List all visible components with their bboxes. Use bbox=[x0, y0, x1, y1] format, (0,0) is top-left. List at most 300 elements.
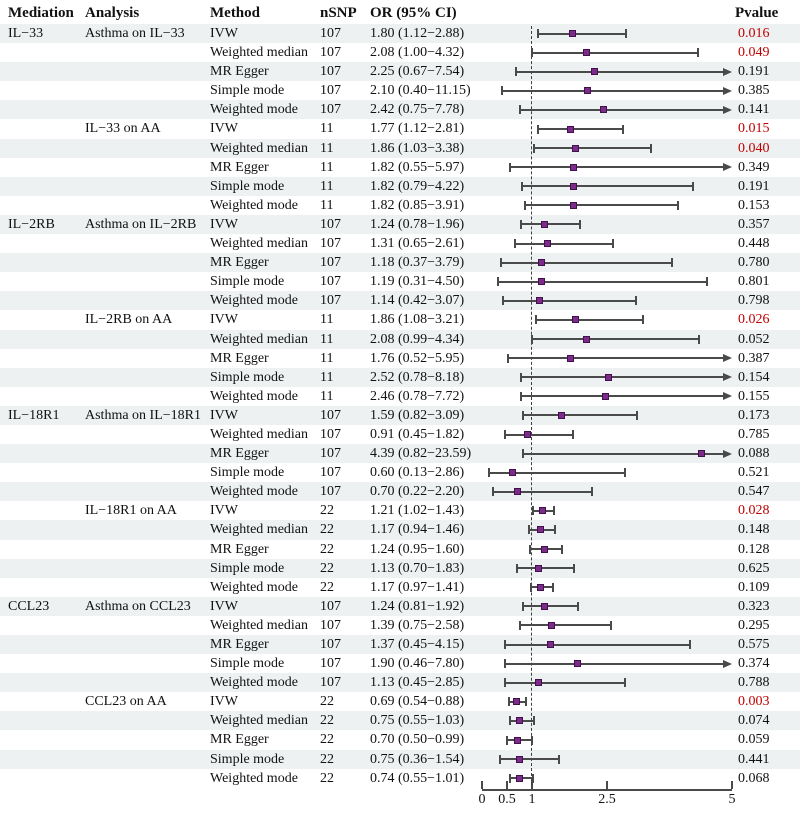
nsnp-cell: 107 bbox=[320, 446, 341, 462]
ci-cap-left bbox=[504, 640, 506, 649]
or-point-marker bbox=[544, 240, 551, 247]
or-ci-cell: 1.17 (0.97−1.41) bbox=[370, 579, 465, 595]
or-ci-cell: 1.21 (1.02−1.43) bbox=[370, 503, 465, 519]
or-point-marker bbox=[538, 259, 545, 266]
or-point-marker bbox=[537, 584, 544, 591]
or-point-marker bbox=[535, 565, 542, 572]
method-cell: IVW bbox=[210, 312, 238, 328]
or-ci-cell: 1.24 (0.95−1.60) bbox=[370, 541, 465, 557]
or-point-marker bbox=[572, 316, 579, 323]
ci-cap-left bbox=[501, 86, 503, 95]
or-point-marker bbox=[547, 641, 554, 648]
ci-cap-right bbox=[636, 411, 638, 420]
or-point-marker bbox=[698, 450, 705, 457]
ci-cap-right bbox=[706, 277, 708, 286]
method-cell: IVW bbox=[210, 598, 238, 614]
ci-cap-left bbox=[506, 736, 508, 745]
or-ci-cell: 2.52 (0.78−8.18) bbox=[370, 369, 465, 385]
table-row bbox=[0, 62, 800, 81]
table-row bbox=[0, 520, 800, 539]
table-row bbox=[0, 578, 800, 597]
column-header-pvalue: Pvalue bbox=[735, 5, 779, 21]
or-ci-cell: 1.19 (0.31−4.50) bbox=[370, 274, 465, 290]
or-point-marker bbox=[570, 164, 577, 171]
table-row bbox=[0, 673, 800, 692]
x-axis-tick-label: 0.5 bbox=[498, 792, 516, 807]
nsnp-cell: 11 bbox=[320, 312, 334, 328]
ci-overflow-arrow-icon bbox=[723, 354, 732, 362]
nsnp-cell: 107 bbox=[320, 274, 341, 290]
or-point-marker bbox=[583, 336, 590, 343]
nsnp-cell: 107 bbox=[320, 293, 341, 309]
method-cell: Weighted mode bbox=[210, 770, 298, 786]
nsnp-cell: 107 bbox=[320, 216, 341, 232]
ci-bar bbox=[493, 491, 592, 493]
nsnp-cell: 22 bbox=[320, 541, 334, 557]
table-row bbox=[0, 463, 800, 482]
table-row bbox=[0, 119, 800, 138]
method-cell: Weighted mode bbox=[210, 484, 298, 500]
ci-bar bbox=[525, 204, 678, 206]
pvalue-cell: 0.028 bbox=[738, 503, 770, 519]
nsnp-cell: 11 bbox=[320, 350, 334, 366]
table-row bbox=[0, 196, 800, 215]
ci-cap-left bbox=[522, 411, 524, 420]
ci-bar bbox=[536, 319, 643, 321]
nsnp-cell: 22 bbox=[320, 522, 334, 538]
method-cell: Weighted mode bbox=[210, 675, 298, 691]
nsnp-cell: 107 bbox=[320, 598, 341, 614]
pvalue-cell: 0.109 bbox=[738, 579, 770, 595]
ci-cap-left bbox=[530, 583, 532, 592]
pvalue-cell: 0.015 bbox=[738, 121, 770, 137]
or-ci-cell: 0.75 (0.36−1.54) bbox=[370, 751, 465, 767]
or-ci-cell: 1.24 (0.81−1.92) bbox=[370, 598, 465, 614]
ci-overflow-arrow-icon bbox=[723, 373, 732, 381]
or-point-marker bbox=[516, 717, 523, 724]
ci-cap-left bbox=[500, 258, 502, 267]
nsnp-cell: 107 bbox=[320, 675, 341, 691]
ci-bar bbox=[523, 605, 579, 607]
ci-cap-left bbox=[522, 449, 524, 458]
ci-cap-left bbox=[531, 335, 533, 344]
x-axis-tick bbox=[731, 781, 733, 789]
or-point-marker bbox=[574, 660, 581, 667]
method-cell: Weighted mode bbox=[210, 293, 298, 309]
method-cell: MR Egger bbox=[210, 541, 269, 557]
method-cell: Simple mode bbox=[210, 751, 285, 767]
method-cell: Weighted mode bbox=[210, 579, 298, 595]
pvalue-cell: 0.155 bbox=[738, 388, 770, 404]
pvalue-cell: 0.801 bbox=[738, 274, 770, 290]
method-cell: Simple mode bbox=[210, 178, 285, 194]
nsnp-cell: 22 bbox=[320, 560, 334, 576]
nsnp-cell: 22 bbox=[320, 579, 334, 595]
ci-overflow-arrow-icon bbox=[723, 68, 732, 76]
method-cell: Weighted mode bbox=[210, 102, 298, 118]
table-row bbox=[0, 730, 800, 749]
or-point-marker bbox=[537, 526, 544, 533]
pvalue-cell: 0.074 bbox=[738, 713, 770, 729]
method-cell: Simple mode bbox=[210, 274, 285, 290]
ci-cap-right bbox=[573, 564, 575, 573]
ci-bar bbox=[522, 185, 694, 187]
ci-bar bbox=[521, 376, 723, 378]
table-row bbox=[0, 750, 800, 769]
ci-bar bbox=[505, 682, 625, 684]
nsnp-cell: 11 bbox=[320, 331, 334, 347]
ci-cap-right bbox=[554, 525, 556, 534]
method-cell: Simple mode bbox=[210, 465, 285, 481]
nsnp-cell: 107 bbox=[320, 407, 341, 423]
or-ci-cell: 1.13 (0.45−2.85) bbox=[370, 675, 465, 691]
column-header-or-ci: OR (95% CI) bbox=[370, 5, 457, 21]
table-row bbox=[0, 692, 800, 711]
ci-cap-right bbox=[697, 48, 699, 57]
or-ci-cell: 0.70 (0.22−2.20) bbox=[370, 484, 465, 500]
or-point-marker bbox=[567, 355, 574, 362]
ci-cap-right bbox=[531, 736, 533, 745]
nsnp-cell: 11 bbox=[320, 178, 334, 194]
pvalue-cell: 0.780 bbox=[738, 255, 770, 271]
ci-cap-left bbox=[509, 163, 511, 172]
nsnp-cell: 107 bbox=[320, 426, 341, 442]
or-ci-cell: 0.91 (0.45−1.82) bbox=[370, 426, 465, 442]
nsnp-cell: 107 bbox=[320, 617, 341, 633]
or-point-marker bbox=[509, 469, 516, 476]
ci-overflow-arrow-icon bbox=[723, 450, 732, 458]
ci-cap-left bbox=[504, 678, 506, 687]
ci-cap-left bbox=[532, 506, 534, 515]
pvalue-cell: 0.788 bbox=[738, 675, 770, 691]
ci-cap-left bbox=[492, 487, 494, 496]
ci-cap-left bbox=[521, 182, 523, 191]
ci-cap-right bbox=[689, 640, 691, 649]
ci-cap-left bbox=[514, 239, 516, 248]
ci-cap-right bbox=[553, 506, 555, 515]
pvalue-cell: 0.387 bbox=[738, 350, 770, 366]
nsnp-cell: 22 bbox=[320, 751, 334, 767]
x-axis-tick-label: 1 bbox=[528, 792, 536, 807]
ci-cap-left bbox=[507, 354, 509, 363]
method-cell: Weighted mode bbox=[210, 388, 298, 404]
pvalue-cell: 0.357 bbox=[738, 216, 770, 232]
ci-bar bbox=[510, 166, 724, 168]
column-header-nsnp: nSNP bbox=[320, 5, 357, 21]
x-axis-tick-label: 5 bbox=[728, 792, 736, 807]
ci-cap-left bbox=[504, 430, 506, 439]
nsnp-cell: 11 bbox=[320, 121, 334, 137]
ci-bar bbox=[523, 453, 723, 455]
x-axis-tick bbox=[481, 781, 483, 789]
ci-cap-left bbox=[508, 697, 510, 706]
pvalue-cell: 0.323 bbox=[738, 598, 770, 614]
ci-cap-right bbox=[612, 239, 614, 248]
table-row bbox=[0, 81, 800, 100]
ci-bar bbox=[505, 663, 723, 665]
mediation-cell: CCL23 bbox=[8, 598, 50, 614]
reference-line-or-1 bbox=[531, 26, 532, 786]
or-point-marker bbox=[548, 622, 555, 629]
ci-bar bbox=[505, 434, 574, 436]
ci-cap-right bbox=[622, 125, 624, 134]
or-ci-cell: 0.60 (0.13−2.86) bbox=[370, 465, 465, 481]
or-point-marker bbox=[516, 775, 523, 782]
x-axis-tick-label: 0 bbox=[478, 792, 486, 807]
or-point-marker bbox=[572, 145, 579, 152]
method-cell: MR Egger bbox=[210, 732, 269, 748]
ci-cap-left bbox=[535, 315, 537, 324]
ci-cap-right bbox=[525, 697, 527, 706]
pvalue-cell: 0.798 bbox=[738, 293, 770, 309]
or-ci-cell: 0.70 (0.50−0.99) bbox=[370, 732, 465, 748]
ci-cap-left bbox=[504, 659, 506, 668]
pvalue-cell: 0.191 bbox=[738, 178, 770, 194]
or-ci-cell: 1.13 (0.70−1.83) bbox=[370, 560, 465, 576]
pvalue-cell: 0.385 bbox=[738, 83, 770, 99]
table-row bbox=[0, 654, 800, 673]
ci-cap-left bbox=[519, 105, 521, 114]
pvalue-cell: 0.003 bbox=[738, 694, 770, 710]
column-header-mediation: Mediation bbox=[8, 5, 74, 21]
ci-bar bbox=[521, 395, 723, 397]
ci-cap-left bbox=[519, 621, 521, 630]
nsnp-cell: 11 bbox=[320, 140, 334, 156]
method-cell: IVW bbox=[210, 407, 238, 423]
ci-cap-left bbox=[488, 468, 490, 477]
ci-bar bbox=[523, 414, 637, 416]
nsnp-cell: 107 bbox=[320, 45, 341, 61]
nsnp-cell: 107 bbox=[320, 26, 341, 41]
or-point-marker bbox=[583, 49, 590, 56]
method-cell: Simple mode bbox=[210, 369, 285, 385]
ci-cap-right bbox=[533, 716, 535, 725]
method-cell: Weighted median bbox=[210, 45, 309, 61]
pvalue-cell: 0.441 bbox=[738, 751, 770, 767]
ci-cap-left bbox=[522, 602, 524, 611]
pvalue-cell: 0.059 bbox=[738, 732, 770, 748]
ci-cap-left bbox=[515, 67, 517, 76]
table-row bbox=[0, 330, 800, 349]
or-ci-cell: 1.80 (1.12−2.88) bbox=[370, 26, 465, 41]
or-ci-cell: 0.69 (0.54−0.88) bbox=[370, 694, 465, 710]
table-row bbox=[0, 158, 800, 177]
or-point-marker bbox=[536, 297, 543, 304]
method-cell: MR Egger bbox=[210, 637, 269, 652]
or-point-marker bbox=[538, 278, 545, 285]
analysis-cell: Asthma on IL−18R1 bbox=[85, 407, 201, 423]
nsnp-cell: 107 bbox=[320, 102, 341, 118]
pvalue-cell: 0.349 bbox=[738, 159, 770, 175]
table-row bbox=[0, 253, 800, 272]
or-ci-cell: 2.10 (0.40−11.15) bbox=[370, 83, 471, 99]
or-ci-cell: 2.46 (0.78−7.72) bbox=[370, 388, 465, 404]
nsnp-cell: 22 bbox=[320, 694, 334, 710]
ci-bar bbox=[516, 71, 724, 73]
ci-cap-left bbox=[531, 48, 533, 57]
ci-cap-right bbox=[579, 220, 581, 229]
or-point-marker bbox=[567, 126, 574, 133]
ci-cap-right bbox=[624, 678, 626, 687]
pvalue-cell: 0.153 bbox=[738, 197, 770, 213]
table-row bbox=[0, 501, 800, 520]
method-cell: Weighted median bbox=[210, 331, 309, 347]
method-cell: IVW bbox=[210, 216, 238, 232]
method-cell: Weighted median bbox=[210, 140, 309, 156]
pvalue-cell: 0.374 bbox=[738, 656, 770, 672]
ci-bar bbox=[532, 52, 698, 54]
ci-overflow-arrow-icon bbox=[723, 163, 732, 171]
or-point-marker bbox=[524, 431, 531, 438]
ci-cap-right bbox=[642, 315, 644, 324]
ci-cap-right bbox=[650, 144, 652, 153]
nsnp-cell: 107 bbox=[320, 656, 341, 672]
ci-cap-right bbox=[610, 621, 612, 630]
nsnp-cell: 107 bbox=[320, 637, 341, 652]
ci-cap-left bbox=[516, 564, 518, 573]
ci-bar bbox=[502, 90, 723, 92]
nsnp-cell: 11 bbox=[320, 197, 334, 213]
or-ci-cell: 0.75 (0.55−1.03) bbox=[370, 713, 465, 729]
or-ci-cell: 2.42 (0.75−7.78) bbox=[370, 102, 465, 118]
table-row bbox=[0, 406, 800, 425]
or-ci-cell: 1.86 (1.03−3.38) bbox=[370, 140, 465, 156]
column-header-analysis: Analysis bbox=[85, 5, 140, 21]
ci-cap-left bbox=[499, 755, 501, 764]
ci-bar bbox=[515, 243, 613, 245]
ci-overflow-arrow-icon bbox=[723, 87, 732, 95]
or-point-marker bbox=[584, 87, 591, 94]
pvalue-cell: 0.547 bbox=[738, 484, 770, 500]
ci-bar bbox=[534, 147, 652, 149]
or-point-marker bbox=[558, 412, 565, 419]
ci-bar bbox=[520, 109, 724, 111]
or-ci-cell: 1.18 (0.37−3.79) bbox=[370, 255, 465, 271]
method-cell: Weighted median bbox=[210, 522, 309, 538]
table-row bbox=[0, 43, 800, 62]
nsnp-cell: 107 bbox=[320, 465, 341, 481]
ci-cap-left bbox=[528, 525, 530, 534]
or-point-marker bbox=[513, 698, 520, 705]
nsnp-cell: 107 bbox=[320, 236, 341, 252]
ci-cap-left bbox=[520, 392, 522, 401]
or-ci-cell: 1.86 (1.08−3.21) bbox=[370, 312, 465, 328]
nsnp-cell: 22 bbox=[320, 770, 334, 786]
pvalue-cell: 0.016 bbox=[738, 26, 770, 41]
or-point-marker bbox=[600, 106, 607, 113]
x-axis-tick-label: 2.5 bbox=[598, 792, 616, 807]
method-cell: Simple mode bbox=[210, 560, 285, 576]
nsnp-cell: 11 bbox=[320, 159, 334, 175]
ci-overflow-arrow-icon bbox=[723, 106, 732, 114]
ci-cap-right bbox=[625, 29, 627, 38]
table-row bbox=[0, 272, 800, 291]
ci-overflow-arrow-icon bbox=[723, 660, 732, 668]
ci-bar bbox=[538, 128, 623, 130]
pvalue-cell: 0.141 bbox=[738, 102, 770, 118]
table-row bbox=[0, 597, 800, 616]
ci-bar bbox=[520, 624, 612, 626]
or-point-marker bbox=[541, 546, 548, 553]
method-cell: Weighted median bbox=[210, 713, 309, 729]
x-axis-tick bbox=[606, 781, 608, 789]
analysis-cell: CCL23 on AA bbox=[85, 694, 167, 710]
ci-cap-left bbox=[520, 373, 522, 382]
or-ci-cell: 1.24 (0.78−1.96) bbox=[370, 216, 465, 232]
method-cell: MR Egger bbox=[210, 64, 269, 80]
or-ci-cell: 1.17 (0.94−1.46) bbox=[370, 522, 465, 538]
table-row bbox=[0, 769, 800, 788]
table-row bbox=[0, 234, 800, 253]
method-cell: MR Egger bbox=[210, 446, 269, 462]
or-ci-cell: 4.39 (0.82−23.59) bbox=[370, 446, 472, 462]
pvalue-cell: 0.191 bbox=[738, 64, 770, 80]
ci-bar bbox=[532, 338, 700, 340]
ci-cap-left bbox=[537, 125, 539, 134]
table-row bbox=[0, 310, 800, 329]
mediation-cell: IL−2RB bbox=[8, 216, 55, 232]
method-cell: Simple mode bbox=[210, 656, 285, 672]
ci-bar bbox=[503, 300, 636, 302]
ci-cap-right bbox=[677, 201, 679, 210]
ci-cap-left bbox=[524, 201, 526, 210]
ci-cap-right bbox=[577, 602, 579, 611]
analysis-cell: Asthma on IL−2RB bbox=[85, 216, 197, 232]
ci-bar bbox=[500, 758, 559, 760]
or-point-marker bbox=[516, 756, 523, 763]
or-point-marker bbox=[535, 679, 542, 686]
nsnp-cell: 22 bbox=[320, 713, 334, 729]
nsnp-cell: 107 bbox=[320, 484, 341, 500]
nsnp-cell: 22 bbox=[320, 732, 334, 748]
table-row bbox=[0, 444, 800, 463]
table-row bbox=[0, 24, 800, 43]
table-row bbox=[0, 635, 800, 654]
table-row bbox=[0, 559, 800, 578]
pvalue-cell: 0.521 bbox=[738, 465, 770, 481]
table-row bbox=[0, 616, 800, 635]
method-cell: Simple mode bbox=[210, 83, 285, 99]
method-cell: Weighted mode bbox=[210, 197, 298, 213]
ci-cap-right bbox=[572, 430, 574, 439]
or-ci-cell: 1.14 (0.42−3.07) bbox=[370, 293, 465, 309]
or-ci-cell: 1.90 (0.46−7.80) bbox=[370, 656, 465, 672]
method-cell: Weighted median bbox=[210, 617, 309, 633]
ci-cap-right bbox=[552, 583, 554, 592]
analysis-cell: IL−33 on AA bbox=[85, 121, 161, 137]
pvalue-cell: 0.052 bbox=[738, 331, 770, 347]
or-ci-cell: 2.08 (1.00−4.32) bbox=[370, 45, 465, 61]
pvalue-cell: 0.068 bbox=[738, 770, 770, 786]
pvalue-cell: 0.785 bbox=[738, 426, 770, 442]
ci-bar bbox=[517, 567, 574, 569]
pvalue-cell: 0.128 bbox=[738, 541, 770, 557]
pvalue-cell: 0.026 bbox=[738, 312, 770, 328]
table-row bbox=[0, 100, 800, 119]
or-ci-cell: 1.82 (0.55−5.97) bbox=[370, 159, 465, 175]
or-ci-cell: 1.82 (0.79−4.22) bbox=[370, 178, 465, 194]
or-ci-cell: 1.37 (0.45−4.15) bbox=[370, 637, 465, 652]
ci-bar bbox=[508, 357, 723, 359]
or-point-marker bbox=[514, 488, 521, 495]
forest-rows bbox=[0, 24, 800, 788]
or-ci-cell: 1.31 (0.65−2.61) bbox=[370, 236, 465, 252]
table-row bbox=[0, 540, 800, 559]
ci-cap-right bbox=[635, 296, 637, 305]
or-point-marker bbox=[602, 393, 609, 400]
or-point-marker bbox=[569, 30, 576, 37]
nsnp-cell: 22 bbox=[320, 503, 334, 519]
